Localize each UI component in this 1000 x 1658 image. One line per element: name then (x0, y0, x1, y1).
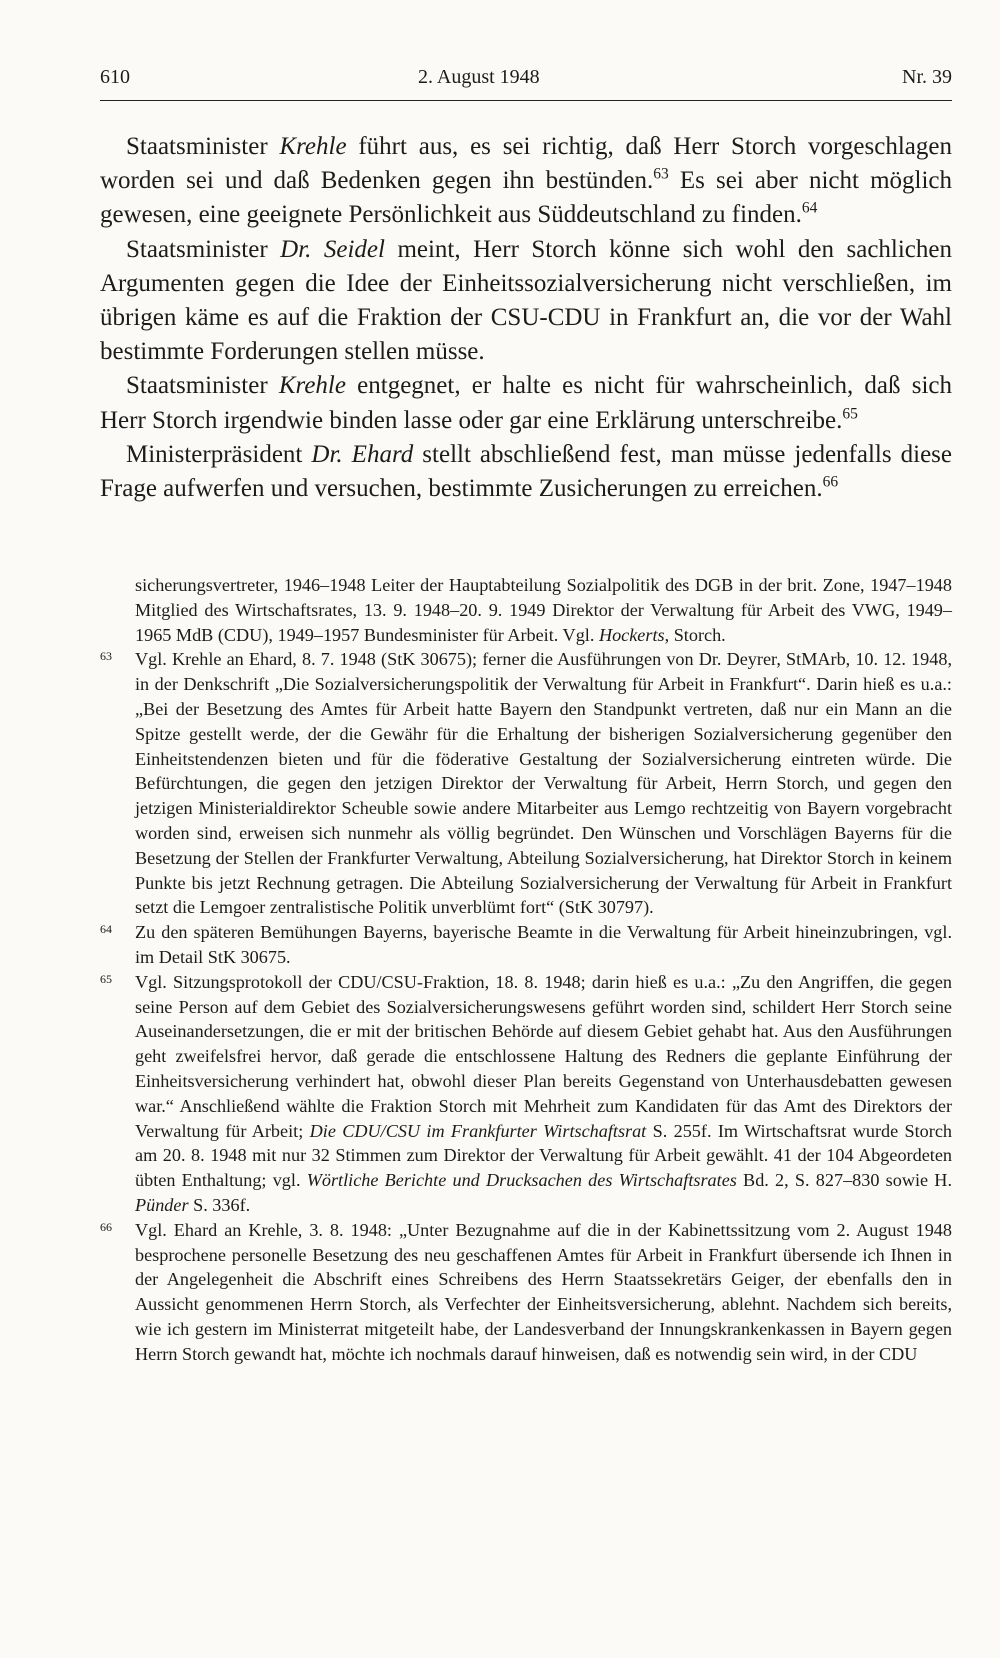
speaker-name: Krehle (279, 133, 347, 160)
text: Staatsminister (126, 133, 280, 160)
text: Staatsminister (126, 372, 279, 400)
footnote-text: Zu den späteren Bemühungen Bayerns, bayerische Beamte in die Verwaltung für Arbeit hineinzubringen, vgl. im Detail StK 30675. (135, 922, 952, 967)
footnote-ref[interactable]: 63 (653, 165, 669, 183)
speaker-name: Dr. Ehard (311, 440, 414, 468)
page-number: 610 (100, 66, 130, 88)
main-text (100, 130, 952, 506)
text: , Storch. (664, 624, 726, 645)
footnote-text: Vgl. Krehle an Ehard, 8. 7. 1948 (StK 30675); ferner die Ausführungen von Dr. Deyrer, StMArb, 10. 12. 1948, in der Denkschrift „Die Sozialversicherungspolitik der Verwaltung für Arbeit in Frankfurt“. Darin hieß es u.a.: „Bei der Besetzung des Amtes für Arbeit hatte Bayern den Standpunkt vertreten, daß nur ein Mann an die Spitze gestellt werde, der die Gewähr für die Erhaltung der bisherigen Sozialversicherung gegenüber den Einheitstendenzen bieten und für die föderative Gestaltung der Sozialversicherung eintreten würde. Die Befürchtungen, die gegen den jetzigen Direktor der Verwaltung für Arbeit, Herrn Storch, und gegen den jetzigen Ministerialdirektor Scheuble sowie andere Mitarbeiter aus Lemgo rechtzeitig von Bayern vorgebracht worden sind, erweisen sich nunmehr als völlig begründet. Den Wünschen und Vorschlägen Bayerns für die Besetzung der Stellen der Frankfurter Verwaltung, Abteilung Sozialversicherung, hat Direktor Storch in keinem Punkte bis jetzt Rechnung getragen. Die Abteilung Sozialversicherung der Verwaltung für Arbeit in Frankfurt setzt die Lemgoer zentralistische Politik unverblümt fort“ (StK 30797). (135, 649, 952, 918)
speaker-name: Dr. Seidel (280, 235, 385, 263)
text: stellt abschließend fest, man müsse jedenfalls diese Frage aufwerfen und versuchen, bestimmte Zusicherungen zu erreichen. (100, 440, 952, 503)
text: Staatsminister (126, 235, 281, 263)
citation: Wörtliche Berichte und Drucksachen des Wirtschaftsrates (306, 1170, 737, 1191)
citation: Hockerts (598, 624, 665, 645)
footnote-text: S. 255f. Im Wirtschaftsrat wurde Storch am 20. 8. 1948 mit nur 32 Stimmen zum Direktor der Verwaltung für Arbeit gewählt. 41 der 104 Abgeordeten übten Enthaltung; vgl. (135, 1120, 952, 1191)
text: führt aus, es sei richtig, daß Herr Storch vorgeschlagen worden sei und daß Bedenken gegen ihn bestünden. (100, 133, 952, 195)
footnote-continuation (100, 573, 952, 647)
footnote-text: S. 336f. (188, 1194, 251, 1215)
text: Ministerpräsident (126, 440, 312, 468)
footnote-number: 66 (100, 1219, 112, 1234)
text: entgegnet, er halte es nicht für wahrscheinlich, daß sich Herr Storch irgendwie binden lasse oder gar eine Erklärung unterschreibe. (100, 372, 952, 434)
paragraph-seidel (100, 233, 952, 370)
footnote-text: Vgl. Sitzungsprotokoll der CDU/CSU-Fraktion, 18. 8. 1948; darin hieß es u.a.: „Zu den Angriffen, die gegen seine Person auf dem Gebiet des Sozialversicherungswesens geführt worden sind, schildert Herr Storch seine Auseinandersetzungen, die er mit der britischen Behörde auf diesem Gebiet gehabt hat. Aus den Ausführungen geht zweifelsfrei hervor, daß gerade die entschlossene Haltung des Redners die geplante Einführung der Einheitsversicherung verhindert hat, obwohl dieser Plan bereits Gegenstand von Unterhausdebatten gewesen war.“ Anschließend wählte die Fraktion Storch mit Mehrheit zum Kandidaten für das Amt des Direktors der Verwaltung für Arbeit; (135, 971, 952, 1141)
footnote-ref[interactable]: 65 (842, 405, 858, 423)
text: sicherungsvertreter, 1946–1948 Leiter der Hauptabteilung Sozialpolitik des DGB in der brit. Zone, 1947–1948 Mitglied des Wirtschaftsrates, 13. 9. 1948–20. 9. 1949 Direktor der Verwaltung für Arbeit des VWG, 1949–1965 MdB (CDU), 1949–1957 Bundesminister für Arbeit. Vgl. (135, 575, 952, 645)
footnote-66 (100, 1218, 952, 1367)
footnotes (100, 573, 952, 1367)
footnote-ref[interactable]: 64 (801, 200, 818, 218)
footnote-ref[interactable]: 66 (822, 473, 839, 491)
speaker-name: Krehle (278, 372, 346, 400)
footnote-63 (100, 647, 952, 920)
footnote-text: Bd. 2, S. 827–830 sowie H. (736, 1170, 952, 1191)
footnote-number: 64 (100, 922, 112, 937)
footnote-64 (100, 920, 952, 970)
text: Es sei aber nicht möglich gewesen, eine geeignete Persönlichkeit aus Süddeutschland zu finden. (100, 167, 952, 229)
running-head-date: 2. August 1948 (418, 66, 540, 88)
running-head (100, 66, 952, 96)
citation: Pünder (135, 1194, 189, 1215)
text: meint, Herr Storch könne sich wohl den sachlichen Argumenten gegen die Idee der Einheitssozialversicherung nicht verschließen, im übrigen käme es auf die Fraktion der CSU-CDU in Frankfurt an, die vor der Wahl bestimmte Forderungen stellen müsse. (100, 235, 952, 366)
paragraph-krehle-2 (100, 369, 952, 437)
citation: Die CDU/CSU im Frankfurter Wirtschaftsrat (309, 1120, 647, 1141)
paragraph-ehard (100, 438, 952, 506)
footnote-65 (100, 970, 952, 1218)
footnote-text: Vgl. Ehard an Krehle, 3. 8. 1948: „Unter Bezugnahme auf die in der Kabinettssitzung vom 2. August 1948 besprochene personelle Besetzung des neu geschaffenen Amtes für Arbeit in Frankfurt übersende ich Ihnen in der Angelegenheit die Abschrift eines Schreibens des Herrn Staatssekretärs Geiger, der ebenfalls den in Aussicht genommenen Herrn Storch, als Verfechter der Einheitsversicherung, ablehnt. Nachdem sich bereits, wie ich gestern im Ministerrat mitgeteilt habe, der Landesverband der Innungskrankenkassen in Bayern gegen Herrn Storch gewandt hat, möchte ich nochmals darauf hinweisen, daß es notwendig sein wird, in der CDU (135, 1219, 952, 1364)
paragraph-krehle-1 (100, 130, 952, 233)
document-number: Nr. 39 (902, 66, 952, 88)
footnote-number: 65 (100, 971, 112, 986)
header-rule (100, 100, 952, 101)
footnote-number: 63 (100, 649, 112, 664)
